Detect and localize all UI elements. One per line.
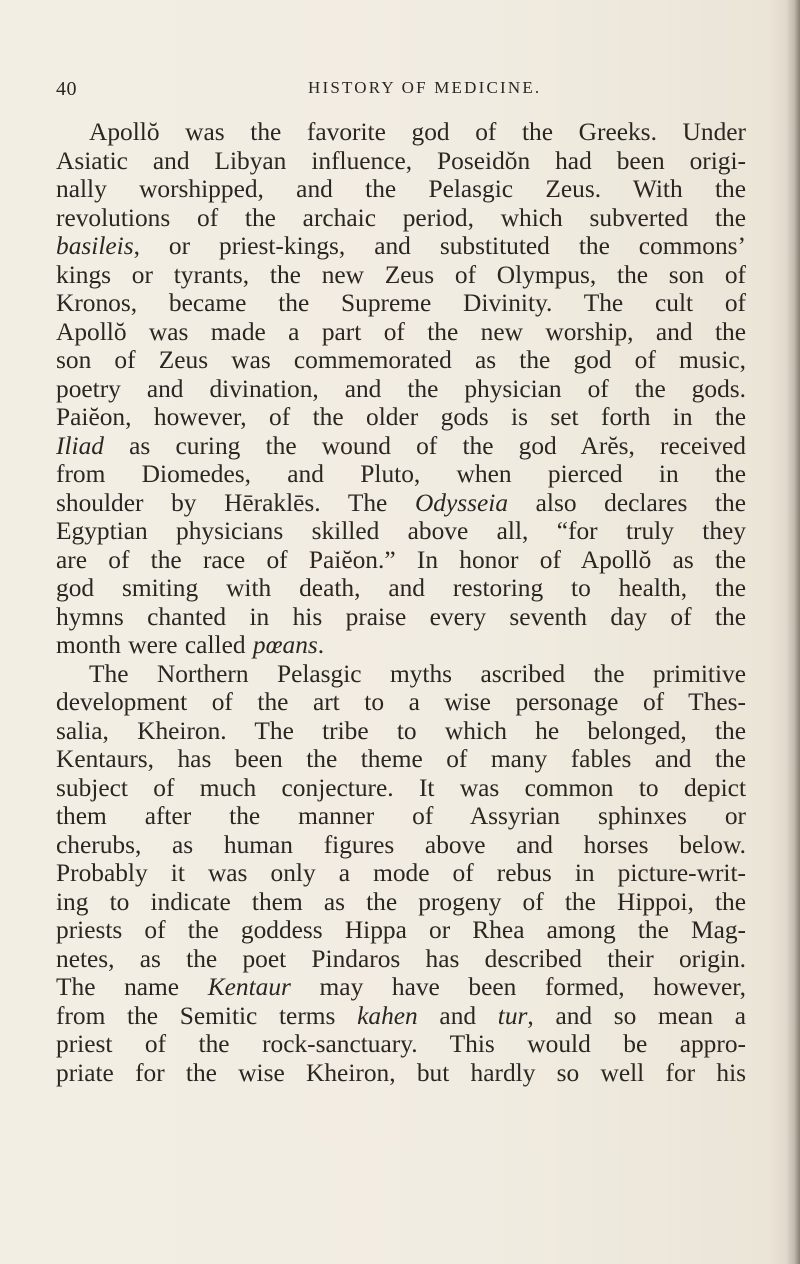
text-segment: them after the manner of Assyrian sphinxes or	[56, 802, 746, 830]
text-line	[56, 232, 746, 261]
text-line	[56, 888, 746, 917]
text-segment: Probably it was only a mode of rebus in picture-writ-	[56, 859, 746, 887]
text-segment: son of Zeus was commemorated as the god of music,	[56, 346, 746, 374]
text-line	[56, 546, 746, 575]
text-segment: priest of the rock-sanctuary. This would be appro-	[56, 1030, 746, 1058]
text-line	[56, 1059, 746, 1088]
text-line	[56, 204, 746, 233]
text-line	[56, 403, 746, 432]
italic-term: Odysseia	[414, 488, 509, 517]
text-segment: , and so mean a	[527, 1001, 747, 1030]
text-segment: kings or tyrants, the new Zeus of Olympus, the son of	[56, 260, 746, 289]
text-segment: Kronos, became the Supreme Divinity. The cult of	[56, 289, 746, 317]
text-segment: may have been formed, however,	[290, 973, 747, 1001]
italic-term: tur	[497, 1001, 528, 1030]
text-line	[56, 745, 746, 774]
italic-term: basileis	[56, 232, 134, 260]
italic-term: kahen	[357, 1001, 418, 1030]
text-line	[56, 489, 746, 518]
text-line	[56, 460, 746, 489]
page-header	[56, 78, 746, 108]
text-line	[56, 859, 746, 888]
text-line	[56, 1030, 746, 1059]
text-segment: Kentaurs, has been the theme of many fables and the	[56, 745, 746, 773]
text-segment: priests of the goddess Hippa or Rhea among the Mag-	[56, 916, 746, 944]
text-segment: and	[417, 1001, 498, 1030]
text-segment: The Northern Pelasgic myths ascribed the primitive	[89, 659, 746, 688]
text-segment: Apollŏ was the favorite god of the Greeks. Under	[89, 118, 746, 146]
text-segment: salia, Kheiron. The tribe to which he belonged, the	[56, 716, 746, 745]
text-segment: from the Semitic terms	[56, 1001, 358, 1030]
text-line	[56, 660, 746, 689]
text-segment: Apollŏ was made a part of the new worship, and the	[56, 317, 746, 346]
text-line	[56, 831, 746, 860]
text-segment: Paiĕon, however, of the older gods is set forth in the	[56, 403, 746, 431]
text-segment: poetry and divination, and the physician of the gods.	[56, 374, 746, 403]
text-line	[56, 318, 746, 347]
text-line	[56, 574, 746, 603]
text-segment: from Diomedes, and Pluto, when pierced in the	[56, 460, 746, 488]
text-line	[56, 688, 746, 717]
text-line	[56, 717, 746, 746]
text-segment: Asiatic and Libyan influence, Poseidŏn had been origi-	[56, 146, 746, 175]
text-segment: hymns chanted in his praise every seventh day of the	[56, 602, 746, 631]
italic-term: Kentaur	[207, 973, 291, 1001]
text-segment: development of the art to a wise personage of Thes-	[56, 688, 746, 716]
text-segment: subject of much conjecture. It was common to depict	[56, 773, 746, 802]
text-line	[56, 802, 746, 831]
page-edge-shadow	[786, 0, 800, 1264]
text-segment: shoulder by Hēraklēs. The	[56, 488, 415, 517]
text-line	[56, 1002, 746, 1031]
text-segment: as curing the wound of the god Arĕs, received	[103, 431, 746, 460]
text-segment: .	[317, 631, 325, 659]
text-segment: month were called	[56, 631, 253, 659]
text-line	[56, 346, 746, 375]
text-line	[56, 175, 746, 204]
text-line	[56, 517, 746, 546]
text-line	[56, 973, 746, 1002]
text-segment: nally worshipped, and the Pelasgic Zeus. With the	[56, 175, 746, 203]
text-segment: Egyptian physicians skilled above all, “for truly they	[56, 517, 746, 545]
text-segment: god smiting with death, and restoring to health, the	[56, 574, 746, 602]
text-segment: The name	[56, 973, 208, 1001]
text-line	[56, 375, 746, 404]
text-segment: priate for the wise Kheiron, but hardly so well for his	[56, 1058, 746, 1087]
text-line	[56, 603, 746, 632]
text-segment: also declares the	[508, 488, 746, 517]
text-line	[56, 147, 746, 176]
text-segment: are of the race of Paiĕon.” In honor of Apollŏ as the	[56, 545, 746, 574]
text-line	[56, 916, 746, 945]
body-text	[56, 118, 746, 1087]
text-line	[56, 289, 746, 318]
text-line	[56, 118, 746, 147]
italic-term: Iliad	[56, 431, 104, 460]
text-line	[56, 432, 746, 461]
text-line	[56, 261, 746, 290]
text-line	[56, 774, 746, 803]
running-title: HISTORY OF MEDICINE.	[308, 78, 542, 97]
text-segment: , or priest-kings, and substituted the commons’	[133, 232, 746, 260]
text-line	[56, 945, 746, 974]
text-line	[56, 631, 746, 660]
text-segment: cherubs, as human figures above and horses below.	[56, 830, 746, 859]
italic-term: pœans	[252, 631, 318, 659]
text-segment: revolutions of the archaic period, which subverted the	[56, 203, 746, 232]
text-segment: netes, as the poet Pindaros has described their origin.	[56, 944, 746, 973]
text-segment: ing to indicate them as the progeny of the Hippoi, the	[56, 887, 746, 916]
page-number: 40	[56, 78, 77, 100]
